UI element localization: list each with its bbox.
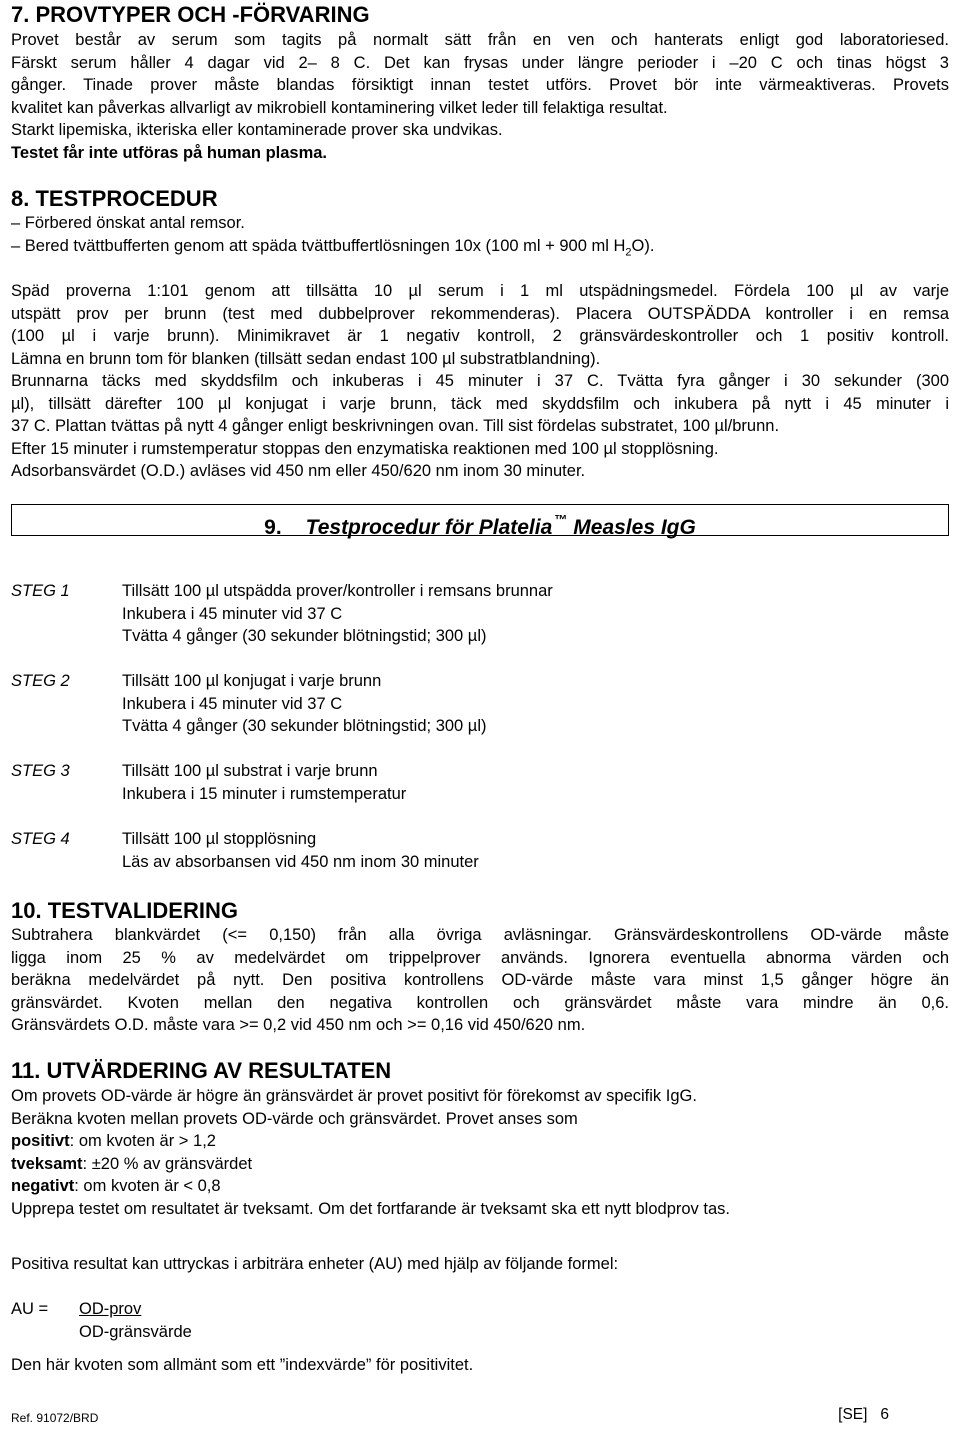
au-intro: Positiva resultat kan uttryckas i arbiträra enheter (AU) med hjälp av följande formel: bbox=[11, 1255, 619, 1273]
section-7-body bbox=[11, 29, 949, 164]
reference-number: Ref. 91072/BRD bbox=[11, 1411, 99, 1425]
step-2-line-3: Tvätta 4 gånger (30 sekunder blötningstid; 300 µl) bbox=[122, 717, 487, 735]
sec10-line-2: ligga inom 25 % av medelvärdet om trippelprover används. Ignorera eventuella abnorma värden och bbox=[11, 948, 949, 967]
sec8-line-7: 37 C. Plattan tvättas på nytt 4 gånger enligt beskrivningen ovan. Till sist fördelas substratet, 100 µl/brunn. bbox=[11, 417, 780, 435]
step-2-line-2: Inkubera i 45 minuter vid 37 C bbox=[122, 694, 343, 713]
step-2 bbox=[11, 670, 949, 760]
sec8-line-1: Späd proverna 1:101 genom att tillsätta 10 µl serum i 1 ml utspädningsmedel. Fördela 100 µl av varje bbox=[11, 282, 949, 300]
section-10-body bbox=[11, 924, 949, 1037]
sec7-line-2: Färskt serum håller 4 dagar vid 2– 8 C. Det kan frysas under längre perioder i –20 C och tinas högst 3 bbox=[11, 53, 949, 72]
sec11-line-2: Beräkna kvoten mellan provets OD-värde och gränsvärdet. Provet anses som bbox=[11, 1109, 578, 1128]
au-label: AU = bbox=[11, 1300, 49, 1318]
step-1-label: STEG 1 bbox=[11, 582, 70, 600]
section-9-banner bbox=[11, 504, 949, 539]
language-code: [SE] bbox=[838, 1406, 868, 1423]
sec7-line-5: Starkt lipemiska, ikteriska eller kontaminerade prover ska undvikas. bbox=[11, 121, 503, 139]
section-11-heading: 11. UTVÄRDERING AV RESULTATEN bbox=[11, 1058, 392, 1083]
step-3-label: STEG 3 bbox=[11, 762, 70, 780]
step-3-line-1: Tillsätt 100 µl substrat i varje brunn bbox=[122, 762, 378, 780]
result-positive: positivt: om kvoten är > 1,2 bbox=[11, 1132, 216, 1150]
section-7-heading: 7. PROVTYPER OCH -FÖRVARING bbox=[11, 2, 370, 27]
sec11-repeat: Upprepa testet om resultatet är tveksamt. Om det fortfarande är tveksamt ska ett nytt blodprov tas. bbox=[11, 1199, 730, 1218]
section-9-number: 9. bbox=[264, 516, 282, 539]
step-3 bbox=[11, 760, 949, 828]
section-8-heading: 8. TESTPROCEDUR bbox=[11, 186, 218, 211]
step-1-line-3: Tvätta 4 gånger (30 sekunder blötningstid; 300 µl) bbox=[122, 627, 487, 645]
trademark-symbol: ™ bbox=[554, 512, 568, 527]
step-2-line-1: Tillsätt 100 µl konjugat i varje brunn bbox=[122, 672, 382, 690]
sec8-line-6: µl), tillsätt därefter 100 µl konjugat i varje brunn, täck med skyddsfilm och inkubera på nytt i 45 minuter i bbox=[11, 394, 949, 413]
page-footer bbox=[11, 1406, 949, 1426]
section-9-title-post: Measles IgG bbox=[573, 516, 696, 539]
sec8-dash-1: – Förbered önskat antal remsor. bbox=[11, 214, 245, 232]
step-4-line-1: Tillsätt 100 µl stopplösning bbox=[122, 830, 317, 848]
sec8-line-9: Adsorbansvärdet (O.D.) avläses vid 450 nm eller 450/620 nm inom 30 minuter. bbox=[11, 462, 586, 480]
section-11-body bbox=[11, 1085, 949, 1220]
result-equivocal: tveksamt: ±20 % av gränsvärdet bbox=[11, 1154, 253, 1173]
result-negative: negativt: om kvoten är < 0,8 bbox=[11, 1177, 221, 1195]
sec7-bold-line: Testet får inte utföras på human plasma. bbox=[11, 143, 328, 162]
sec8-line-4: Lämna en brunn tom för blanken (tillsätt sedan endast 100 µl substratblandning). bbox=[11, 349, 601, 368]
procedure-steps bbox=[11, 580, 949, 876]
page-number: 6 bbox=[880, 1406, 889, 1423]
sec7-line-3: gånger. Tinade prover måste blandas försiktigt innan testet utförs. Provet bör inte värmeaktiveras. Provets bbox=[11, 76, 949, 94]
sec7-line-1: Provet består av serum som tagits på normalt sätt från en ven och hanterats enligt god laboratoriesed. bbox=[11, 31, 949, 49]
au-numerator: OD-prov bbox=[79, 1300, 142, 1318]
section-10-heading: 10. TESTVALIDERING bbox=[11, 898, 238, 923]
sec8-line-5: Brunnarna täcks med skyddsfilm och inkuberas i 45 minuter i 37 C. Tvätta fyra gånger i 30 sekunder (300 bbox=[11, 372, 949, 390]
sec10-line-4: gränsvärdet. Kvoten mellan den negativa kontrollen och gränsvärdet måste vara mindre än 0,6. bbox=[11, 993, 949, 1012]
section-8-body bbox=[11, 280, 949, 483]
step-4 bbox=[11, 828, 949, 876]
sec10-line-1: Subtrahera blankvärdet (<= 0,150) från alla övriga avläsningar. Gränsvärdeskontrollens OD-värde måste bbox=[11, 926, 949, 944]
step-3-line-2: Inkubera i 15 minuter i rumstemperatur bbox=[122, 784, 407, 803]
au-denominator: OD-gränsvärde bbox=[79, 1322, 192, 1341]
step-1-line-2: Inkubera i 45 minuter vid 37 C bbox=[122, 604, 343, 623]
sec10-line-3: beräkna medelvärdet på nytt. Den positiva kontrollens OD-värde måste vara minst 1,5 gånger högre än bbox=[11, 971, 949, 989]
sec8-line-8: Efter 15 minuter i rumstemperatur stoppas den enzymatiska reaktionen med 100 µl stopplösning. bbox=[11, 439, 719, 458]
section-8-steps bbox=[11, 212, 949, 257]
sec8-dash-2: – Bered tvättbufferten genom att späda tvättbuffertlösningen 10x (100 ml + 900 ml $H_2O$). bbox=[11, 236, 655, 258]
step-4-label: STEG 4 bbox=[11, 830, 70, 848]
step-1 bbox=[11, 580, 949, 670]
sec8-line-3: (100 µl i varje brunn). Minimikravet är 1 negativ kontroll, 2 gränsvärdeskontroller och 1 positiv kontroll. bbox=[11, 327, 949, 345]
sec8-line-2: utspätt prov per brunn (test med dubbelprover rekommenderas). Placera OUTSPÄDDA kontroller i en remsa bbox=[11, 304, 949, 323]
au-formula bbox=[11, 1298, 949, 1343]
sec11-line-1: Om provets OD-värde är högre än gränsvärdet är provet positivt för förekomst av specifik IgG. bbox=[11, 1087, 697, 1105]
section-9-title-pre: Testprocedur för Platelia bbox=[305, 516, 553, 539]
index-note: Den här kvoten som allmänt som ett ”indexvärde” för positivitet. bbox=[11, 1356, 474, 1374]
sec10-line-5: Gränsvärdets O.D. måste vara >= 0,2 vid 450 nm och >= 0,16 vid 450/620 nm. bbox=[11, 1016, 586, 1034]
step-4-line-2: Läs av absorbansen vid 450 nm inom 30 minuter bbox=[122, 852, 479, 871]
step-2-label: STEG 2 bbox=[11, 672, 70, 690]
sec7-line-4: kvalitet kan påverkas allvarligt av mikrobiell kontaminering vilket leder till felaktiga resultat. bbox=[11, 98, 668, 117]
step-1-line-1: Tillsätt 100 µl utspädda prover/kontroller i remsans brunnar bbox=[122, 582, 553, 600]
